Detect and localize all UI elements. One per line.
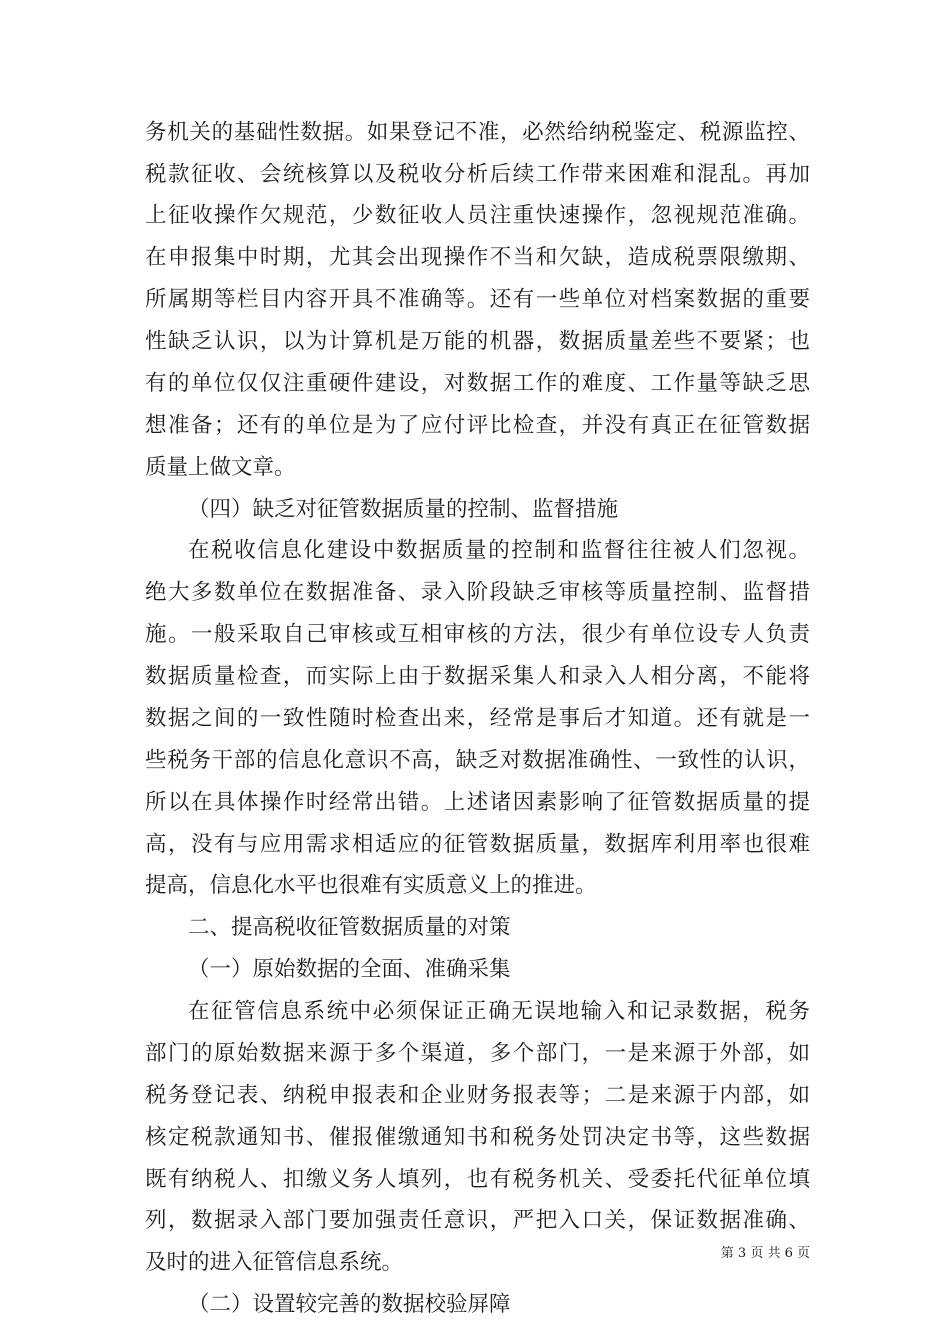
body-text-line: 在申报集中时期，尤其会出现操作不当和欠缺，造成税票限缴期、 [145,245,810,270]
paragraph-first-line: 在征管信息系统中必须保证正确无误地输入和记录数据，税务 [188,999,810,1024]
body-text-line: 税款征收、会统核算以及税收分析后续工作带来困难和混乱。再加 [145,162,810,187]
body-text-line: 提高，信息化水平也很难有实质意义上的推进。 [145,873,597,898]
section-heading: 二、提高税收征管数据质量的对策 [188,915,511,940]
paragraph-first-line: 在税收信息化建设中数据质量的控制和监督往往被人们忽视。 [188,538,810,563]
body-text-line: 核定税款通知书、催报催缴通知书和税务处罚决定书等，这些数据 [145,1125,810,1150]
body-text-line: 施。一般采取自己审核或互相审核的方法，很少有单位设专人负责 [145,622,810,647]
body-text-line: 列，数据录入部门要加强责任意识，严把入口关，保证数据准确、 [145,1208,810,1233]
section-heading: （四）缺乏对征管数据质量的控制、监督措施 [188,497,619,522]
body-text-line: 数据之间的一致性随时检查出来，经常是事后才知道。还有就是一 [145,706,810,731]
subsection-heading: （二）设置较完善的数据校验屏障 [188,1292,511,1317]
body-text-line: 税务登记表、纳税申报表和企业财务报表等；二是来源于内部，如 [145,1083,810,1108]
subsection-heading: （一）原始数据的全面、准确采集 [188,957,511,982]
body-text-line: 绝大多数单位在数据准备、录入阶段缺乏审核等质量控制、监督措 [145,580,810,605]
body-text-line: 部门的原始数据来源于多个渠道，多个部门，一是来源于外部，如 [145,1041,810,1066]
body-text-line: 及时的进入征管信息系统。 [145,1250,404,1275]
body-text-line: 性缺乏认识，以为计算机是万能的机器，数据质量差些不要紧；也 [145,329,810,354]
body-text-line: 所属期等栏目内容开具不准确等。还有一些单位对档案数据的重要 [145,287,810,312]
body-text-line: 数据质量检查，而实际上由于数据采集人和录入人相分离，不能将 [145,664,810,689]
body-text-line: 想准备；还有的单位是为了应付评比检查，并没有真正在征管数据 [145,413,810,438]
body-text-line: 务机关的基础性数据。如果登记不准，必然给纳税鉴定、税源监控、 [145,120,810,145]
body-text-line: 既有纳税人、扣缴义务人填列，也有税务机关、受委托代征单位填 [145,1167,810,1192]
body-text-line: 些税务干部的信息化意识不高，缺乏对数据准确性、一致性的认识， [145,748,810,773]
page-number-footer: 第 3 页 共 6 页 [720,1246,810,1261]
body-text-line: 上征收操作欠规范，少数征收人员注重快速操作，忽视规范准确。 [145,203,810,228]
body-text-line: 有的单位仅仅注重硬件建设，对数据工作的难度、工作量等缺乏思 [145,371,810,396]
body-text-line: 质量上做文章。 [145,455,296,480]
body-text-line: 所以在具体操作时经常出错。上述诸因素影响了征管数据质量的提 [145,790,810,815]
body-text-line: 高，没有与应用需求相适应的征管数据质量，数据库利用率也很难 [145,832,810,857]
